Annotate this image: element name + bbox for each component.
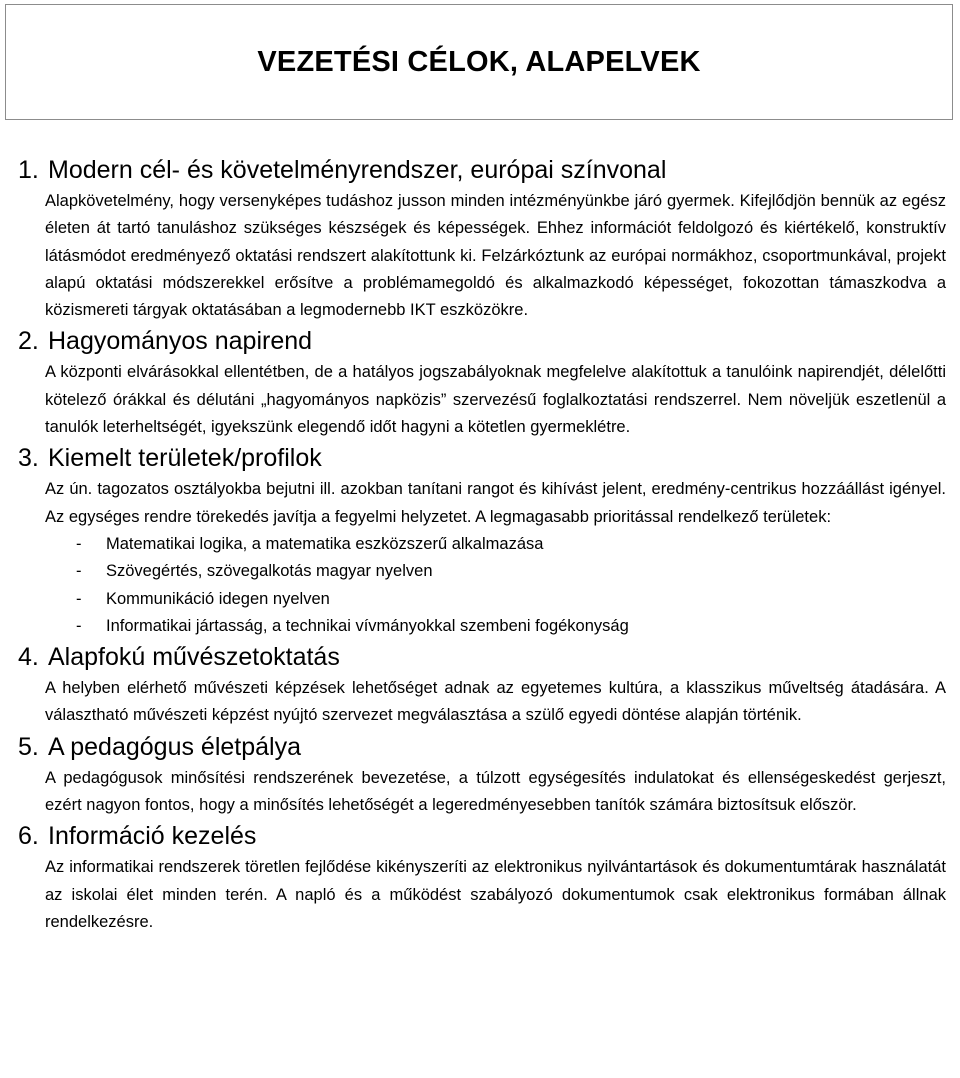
section-title: Modern cél- és követelményrendszer, európai színvonal bbox=[48, 156, 667, 184]
section-3 bbox=[18, 442, 946, 640]
list-item-text: Informatikai jártasság, a technikai vívmányokkal szembeni fogékonyság bbox=[106, 616, 629, 635]
section-heading bbox=[18, 442, 946, 474]
section-paragraph: A központi elvárásokkal ellentétben, de a hatályos jogszabályoknak megfelelve alakítottuk a tanulóink napirendjét, délelőtti kötelező órákkal és délutáni „hagyományos napközis” szervezésű foglalkoztatási rendszerrel. Nem növeljük eszetlenül a tanulók leterheltségét, igyekszünk elegendő időt hagyni a kötetlen gyermeklétre. bbox=[45, 363, 946, 437]
section-heading bbox=[18, 325, 946, 357]
section-1 bbox=[18, 154, 946, 324]
bullet-dash: - bbox=[76, 534, 82, 553]
section-number: 5. bbox=[18, 732, 39, 761]
section-number: 3. bbox=[18, 444, 39, 473]
section-body bbox=[45, 359, 946, 441]
section-4 bbox=[18, 641, 946, 730]
section-title: Információ kezelés bbox=[48, 822, 257, 851]
section-paragraph: A helyben elérhető művészeti képzések lehetőséget adnak az egyetemes kultúra, a klasszikus műveltség átadására. A választható művészeti képzést nyújtó szervezet megválasztása a szülő egyedi döntése alapján történik. bbox=[45, 679, 946, 725]
list-item bbox=[18, 613, 946, 640]
list-item bbox=[18, 586, 946, 613]
priority-list bbox=[18, 531, 946, 640]
list-item bbox=[18, 558, 946, 585]
section-number: 1. bbox=[18, 156, 39, 184]
section-number: 4. bbox=[18, 643, 39, 672]
page-title: VEZETÉSI CÉLOK, ALAPELVEK bbox=[257, 45, 701, 78]
section-title: Hagyományos napirend bbox=[48, 327, 313, 356]
bullet-dash: - bbox=[76, 589, 82, 608]
section-paragraph: Alapkövetelmény, hogy versenyképes tudáshoz jusson minden intézményünkbe járó gyermek. Kifejlődjön bennük az egész életen át tartó tanuláshoz szükséges készségek és képességek. Ehhez információt feldolgozó és kiértékelő, konstruktív látásmódot eredményező oktatási rendszert alakítottunk ki. Felzárkóztunk az európai normákhoz, csoportmunkával, projekt alapú oktatási módszerekkel erősítve a problémamegoldó és alkalmazkodó képességet, fokozottan támaszkodva a közismereti tárgyak oktatásában a legmodernebb IKT eszközökre. bbox=[45, 192, 946, 320]
list-item-text: Szövegértés, szövegalkotás magyar nyelven bbox=[106, 562, 433, 581]
section-paragraph: Az informatikai rendszerek töretlen fejlődése kikényszeríti az elektronikus nyilvántartások és dokumentumtárak használatát az iskolai élet minden terén. A napló és a működést szabályozó dokumentumok csak elektronikus formában állnak rendelkezésre. bbox=[45, 858, 946, 931]
list-item-text: Matematikai logika, a matematika eszközszerű alkalmazása bbox=[106, 534, 544, 553]
section-5 bbox=[18, 731, 946, 820]
document-body bbox=[18, 154, 946, 936]
title-box bbox=[5, 4, 953, 120]
section-body bbox=[45, 765, 946, 820]
section-paragraph: A pedagógusok minősítési rendszerének bevezetése, a túlzott egységesítés indulatokat és ellenségeskedést gerjeszt, ezért nagyon fontos, hogy a minősítés lehetőségét a legeredményesebben tanítók számára biztosítsuk először. bbox=[45, 768, 946, 815]
section-body bbox=[45, 854, 946, 936]
section-6 bbox=[18, 820, 946, 936]
section-heading bbox=[18, 641, 946, 673]
bullet-dash: - bbox=[76, 616, 82, 635]
section-title: A pedagógus életpálya bbox=[48, 732, 301, 761]
section-heading bbox=[18, 820, 946, 852]
section-paragraph: Az ún. tagozatos osztályokba bejutni ill. azokban tanítani rangot és kihívást jelent, eredmény-centrikus hozzáállást igényel. Az egységes rendre törekedés javítja a fegyelmi helyzetet. A legmagasabb prioritással rendelkező területek: bbox=[45, 480, 946, 526]
section-heading bbox=[18, 154, 946, 186]
section-body bbox=[45, 476, 946, 531]
section-heading bbox=[18, 731, 946, 763]
list-item-text: Kommunikáció idegen nyelven bbox=[106, 589, 330, 608]
section-number: 6. bbox=[18, 822, 39, 851]
section-number: 2. bbox=[18, 327, 39, 356]
section-2 bbox=[18, 325, 946, 441]
bullet-dash: - bbox=[76, 562, 82, 581]
section-body bbox=[45, 188, 946, 324]
section-title: Kiemelt területek/profilok bbox=[48, 444, 322, 473]
section-body bbox=[45, 675, 946, 730]
list-item bbox=[18, 531, 946, 558]
section-title: Alapfokú művészetoktatás bbox=[48, 643, 340, 672]
